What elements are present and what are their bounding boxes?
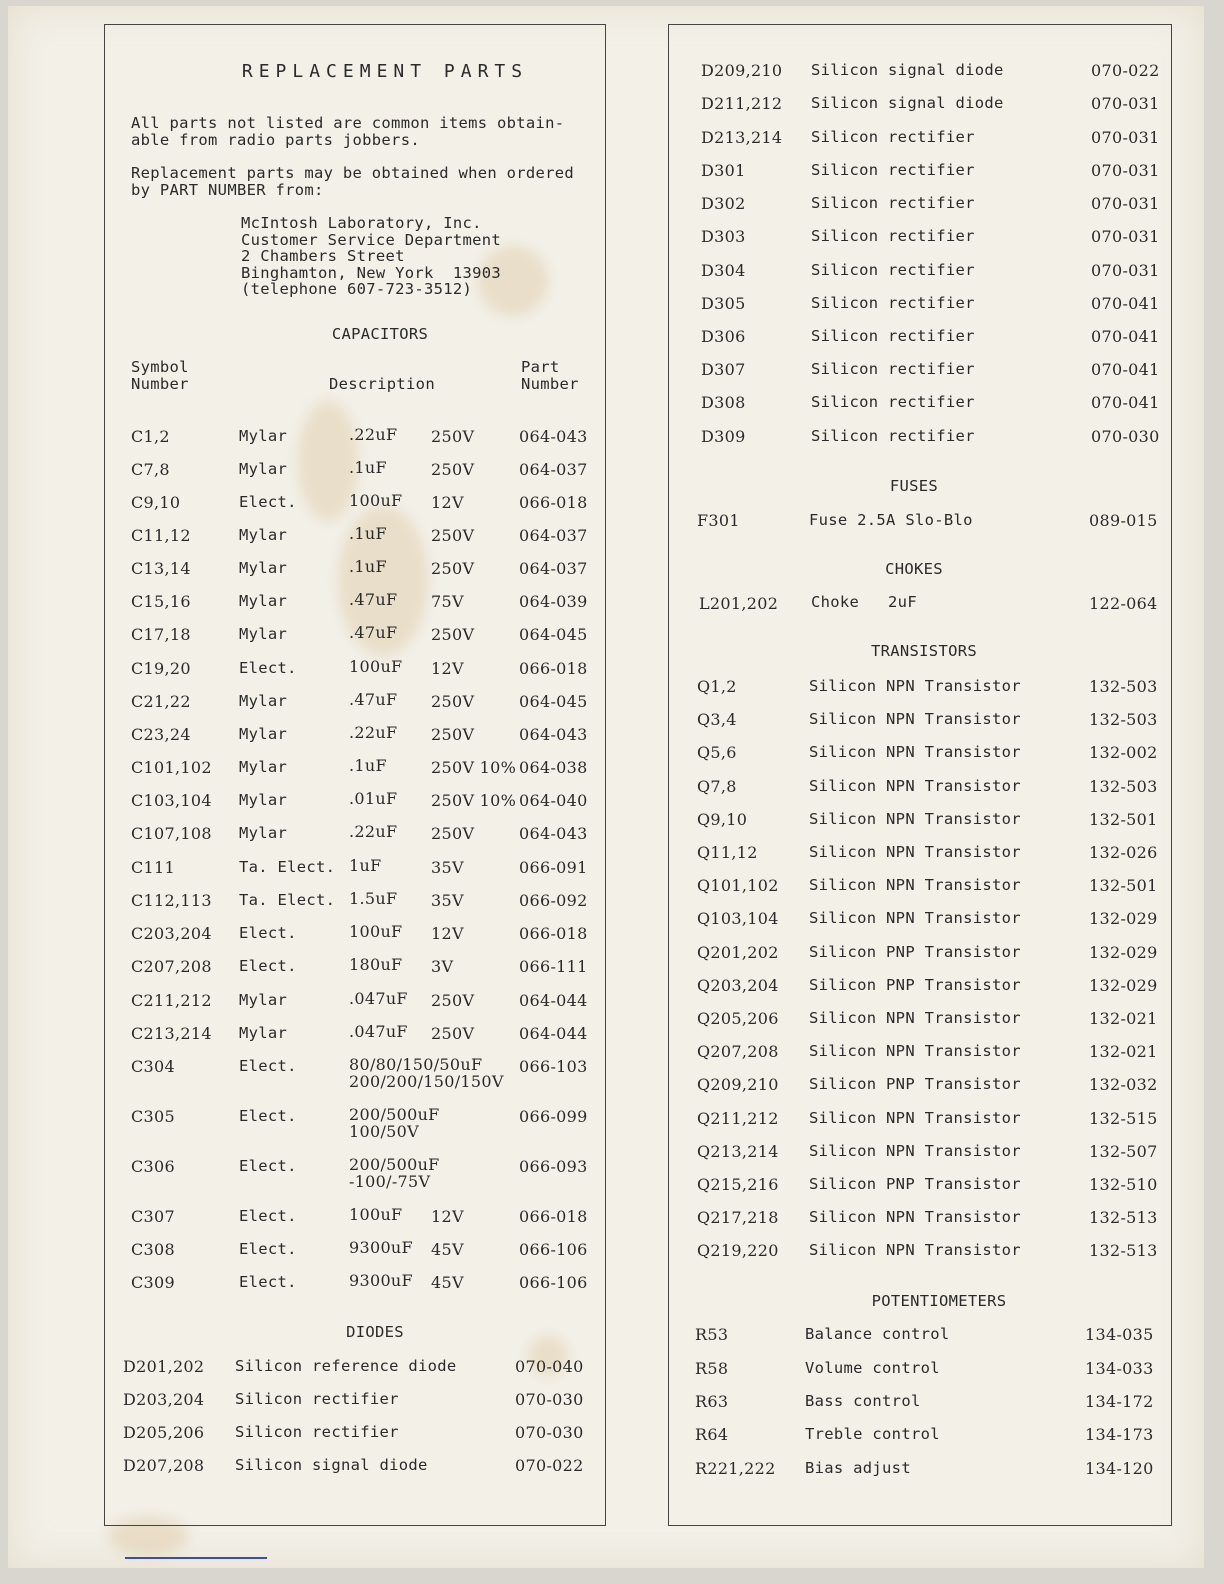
capacitor-voltage: 250V xyxy=(431,1024,475,1043)
capacitor-symbol: C23,24 xyxy=(131,725,191,744)
transistor-symbol: Q101,102 xyxy=(697,876,779,895)
diode-part-number: 070-041 xyxy=(1091,360,1160,379)
diode-part-number: 070-030 xyxy=(515,1423,584,1442)
capacitor-type: Elect. xyxy=(239,493,297,511)
transistor-part-number: 132-029 xyxy=(1089,909,1158,928)
diode-part-number: 070-031 xyxy=(1091,194,1160,213)
capacitor-voltage: 250V xyxy=(431,725,475,744)
diode-part-number: 070-041 xyxy=(1091,294,1160,313)
capacitor-value: 9300uF xyxy=(349,1238,413,1257)
capacitor-voltage: 250V xyxy=(431,460,475,479)
capacitor-value: 200/500uF 100/50V xyxy=(349,1105,440,1141)
transistor-symbol: Q201,202 xyxy=(697,943,779,962)
capacitor-value: 100uF xyxy=(349,922,403,941)
capacitor-symbol: C101,102 xyxy=(131,758,212,777)
diode-part-number: 070-031 xyxy=(1091,261,1160,280)
col-header-description: Description xyxy=(329,375,435,393)
diode-symbol: D307 xyxy=(701,360,746,379)
fuse-description: Fuse 2.5A Slo-Blo xyxy=(809,511,973,529)
capacitor-type: Elect. xyxy=(239,659,297,677)
capacitor-value: 180uF xyxy=(349,955,403,974)
diode-part-number: 070-030 xyxy=(515,1390,584,1409)
transistor-part-number: 132-026 xyxy=(1089,843,1158,862)
diode-description: Silicon rectifier xyxy=(811,360,975,378)
diode-description: Silicon rectifier xyxy=(811,294,975,312)
capacitor-symbol: C305 xyxy=(131,1107,175,1126)
diode-description: Silicon reference diode xyxy=(235,1357,457,1375)
page-title: REPLACEMENT PARTS xyxy=(241,61,529,82)
transistor-description: Silicon NPN Transistor xyxy=(809,810,1021,828)
capacitor-voltage: 12V xyxy=(431,924,464,943)
transistor-description: Silicon NPN Transistor xyxy=(809,876,1021,894)
potentiometer-description: Volume control xyxy=(805,1359,940,1377)
capacitor-part-number: 064-044 xyxy=(519,1024,588,1043)
capacitor-part-number: 064-040 xyxy=(519,791,588,810)
capacitor-type: Elect. xyxy=(239,1057,297,1075)
choke-part-number: 122-064 xyxy=(1089,594,1158,613)
transistor-part-number: 132-501 xyxy=(1089,810,1158,829)
diode-symbol: D304 xyxy=(701,261,746,280)
capacitor-voltage: 250V xyxy=(431,824,475,843)
capacitor-value: 100uF xyxy=(349,491,403,510)
capacitor-value: .047uF xyxy=(349,1022,408,1041)
transistor-description: Silicon NPN Transistor xyxy=(809,1009,1021,1027)
capacitor-voltage: 250V xyxy=(431,991,475,1010)
potentiometer-part-number: 134-120 xyxy=(1085,1459,1154,1478)
diode-symbol: D207,208 xyxy=(123,1456,205,1475)
transistor-part-number: 132-029 xyxy=(1089,976,1158,995)
diode-description: Silicon rectifier xyxy=(811,227,975,245)
transistor-part-number: 132-021 xyxy=(1089,1009,1158,1028)
diode-part-number: 070-040 xyxy=(515,1357,584,1376)
capacitor-symbol: C207,208 xyxy=(131,957,212,976)
capacitor-value: .1uF xyxy=(349,557,387,576)
capacitor-part-number: 066-018 xyxy=(519,1207,588,1226)
transistor-part-number: 132-032 xyxy=(1089,1075,1158,1094)
transistor-description: Silicon NPN Transistor xyxy=(809,1241,1021,1259)
potentiometer-description: Bias adjust xyxy=(805,1459,911,1477)
potentiometer-part-number: 134-172 xyxy=(1085,1392,1154,1411)
capacitor-part-number: 066-106 xyxy=(519,1273,588,1292)
capacitor-symbol: C111 xyxy=(131,858,175,877)
transistor-description: Silicon NPN Transistor xyxy=(809,743,1021,761)
diode-symbol: D309 xyxy=(701,427,746,446)
transistor-description: Silicon PNP Transistor xyxy=(809,943,1021,961)
capacitor-voltage: 45V xyxy=(431,1273,464,1292)
capacitor-voltage: 12V xyxy=(431,493,464,512)
capacitor-type: Ta. Elect. xyxy=(239,858,336,876)
capacitor-value: .01uF xyxy=(349,789,398,808)
transistor-part-number: 132-513 xyxy=(1089,1208,1158,1227)
capacitor-type: Elect. xyxy=(239,1107,297,1125)
capacitor-voltage: 250V 10% xyxy=(431,791,517,810)
capacitor-part-number: 064-039 xyxy=(519,592,588,611)
transistor-symbol: Q211,212 xyxy=(697,1109,779,1128)
diode-description: Silicon rectifier xyxy=(811,161,975,179)
capacitor-voltage: 250V xyxy=(431,559,475,578)
transistor-description: Silicon PNP Transistor xyxy=(809,976,1021,994)
transistor-description: Silicon NPN Transistor xyxy=(809,1208,1021,1226)
capacitor-symbol: C15,16 xyxy=(131,592,191,611)
capacitor-part-number: 064-037 xyxy=(519,526,588,545)
capacitor-symbol: C203,204 xyxy=(131,924,212,943)
capacitor-value: .47uF xyxy=(349,623,398,642)
intro-text: All parts not listed are common items obtain- able from radio parts jobbers. xyxy=(131,114,565,149)
capacitor-part-number: 066-093 xyxy=(519,1157,588,1176)
diode-part-number: 070-022 xyxy=(515,1456,584,1475)
capacitor-value: .22uF xyxy=(349,723,398,742)
transistor-description: Silicon NPN Transistor xyxy=(809,1042,1021,1060)
capacitor-voltage: 250V 10% xyxy=(431,758,517,777)
potentiometer-description: Balance control xyxy=(805,1325,950,1343)
diode-part-number: 070-041 xyxy=(1091,327,1160,346)
capacitor-symbol: C306 xyxy=(131,1157,175,1176)
transistor-symbol: Q217,218 xyxy=(697,1208,779,1227)
potentiometer-symbol: R221,222 xyxy=(695,1459,776,1478)
capacitor-value: .22uF xyxy=(349,822,398,841)
capacitor-part-number: 066-092 xyxy=(519,891,588,910)
capacitor-type: Elect. xyxy=(239,957,297,975)
diode-description: Silicon rectifier xyxy=(235,1390,399,1408)
capacitor-symbol: C17,18 xyxy=(131,625,191,644)
transistor-part-number: 132-510 xyxy=(1089,1175,1158,1194)
fuse-symbol: F301 xyxy=(697,511,740,530)
capacitor-type: Mylar xyxy=(239,758,288,776)
transistor-symbol: Q207,208 xyxy=(697,1042,779,1061)
capacitor-type: Elect. xyxy=(239,1207,297,1225)
capacitor-value: 9300uF xyxy=(349,1271,413,1290)
capacitor-value: .22uF xyxy=(349,425,398,444)
diode-description: Silicon rectifier xyxy=(811,393,975,411)
transistor-symbol: Q3,4 xyxy=(697,710,737,729)
potentiometer-part-number: 134-035 xyxy=(1085,1325,1154,1344)
capacitor-type: Mylar xyxy=(239,592,288,610)
potentiometer-symbol: R58 xyxy=(695,1359,729,1378)
section-heading-transistors: TRANSISTORS xyxy=(871,642,977,660)
diode-part-number: 070-031 xyxy=(1091,161,1160,180)
capacitor-value: 1.5uF xyxy=(349,889,398,908)
transistor-description: Silicon NPN Transistor xyxy=(809,1142,1021,1160)
capacitor-value: .047uF xyxy=(349,989,408,1008)
capacitor-symbol: C304 xyxy=(131,1057,175,1076)
section-heading-capacitors: CAPACITORS xyxy=(331,325,429,343)
capacitor-value: 1uF xyxy=(349,856,382,875)
capacitor-type: Ta. Elect. xyxy=(239,891,336,909)
transistor-symbol: Q219,220 xyxy=(697,1241,779,1260)
capacitor-value: 200/500uF -100/-75V xyxy=(349,1155,440,1191)
transistor-symbol: Q9,10 xyxy=(697,810,748,829)
capacitor-voltage: 12V xyxy=(431,659,464,678)
capacitor-part-number: 066-018 xyxy=(519,493,588,512)
capacitor-type: Mylar xyxy=(239,526,288,544)
transistor-description: Silicon NPN Transistor xyxy=(809,843,1021,861)
section-heading-potentiometers: POTENTIOMETERS xyxy=(871,1292,1007,1310)
transistor-symbol: Q7,8 xyxy=(697,777,737,796)
capacitor-value: .1uF xyxy=(349,756,387,775)
capacitor-type: Mylar xyxy=(239,625,288,643)
diode-part-number: 070-031 xyxy=(1091,94,1160,113)
potentiometer-symbol: R64 xyxy=(695,1425,729,1444)
capacitor-symbol: C7,8 xyxy=(131,460,170,479)
capacitor-type: Elect. xyxy=(239,1157,297,1175)
capacitor-symbol: C213,214 xyxy=(131,1024,212,1043)
diode-symbol: D213,214 xyxy=(701,128,783,147)
capacitor-part-number: 066-018 xyxy=(519,659,588,678)
capacitor-voltage: 250V xyxy=(431,692,475,711)
potentiometer-symbol: R53 xyxy=(695,1325,729,1344)
transistor-part-number: 132-503 xyxy=(1089,677,1158,696)
transistor-symbol: Q5,6 xyxy=(697,743,737,762)
diode-symbol: D211,212 xyxy=(701,94,783,113)
diode-symbol: D308 xyxy=(701,393,746,412)
transistor-description: Silicon NPN Transistor xyxy=(809,909,1021,927)
diode-symbol: D305 xyxy=(701,294,746,313)
capacitor-symbol: C9,10 xyxy=(131,493,181,512)
diode-part-number: 070-031 xyxy=(1091,227,1160,246)
diode-symbol: D203,204 xyxy=(123,1390,205,1409)
transistor-part-number: 132-513 xyxy=(1089,1241,1158,1260)
capacitor-symbol: C21,22 xyxy=(131,692,191,711)
diode-symbol: D209,210 xyxy=(701,61,783,80)
capacitor-value: .1uF xyxy=(349,458,387,477)
capacitor-symbol: C307 xyxy=(131,1207,175,1226)
capacitor-part-number: 066-018 xyxy=(519,924,588,943)
transistor-symbol: Q103,104 xyxy=(697,909,779,928)
capacitor-type: Mylar xyxy=(239,559,288,577)
diode-symbol: D302 xyxy=(701,194,746,213)
capacitor-part-number: 066-106 xyxy=(519,1240,588,1259)
diode-symbol: D306 xyxy=(701,327,746,346)
potentiometer-description: Treble control xyxy=(805,1425,940,1443)
diode-description: Silicon rectifier xyxy=(811,427,975,445)
left-column-panel xyxy=(104,24,606,1526)
capacitor-part-number: 064-037 xyxy=(519,559,588,578)
transistor-part-number: 132-515 xyxy=(1089,1109,1158,1128)
potentiometer-description: Bass control xyxy=(805,1392,921,1410)
transistor-symbol: Q205,206 xyxy=(697,1009,779,1028)
transistor-part-number: 132-503 xyxy=(1089,710,1158,729)
transistor-symbol: Q215,216 xyxy=(697,1175,779,1194)
potentiometer-part-number: 134-033 xyxy=(1085,1359,1154,1378)
capacitor-symbol: C19,20 xyxy=(131,659,191,678)
transistor-description: Silicon NPN Transistor xyxy=(809,777,1021,795)
diode-part-number: 070-031 xyxy=(1091,128,1160,147)
capacitor-part-number: 064-044 xyxy=(519,991,588,1010)
potentiometer-part-number: 134-173 xyxy=(1085,1425,1154,1444)
capacitor-symbol: C211,212 xyxy=(131,991,212,1010)
capacitor-part-number: 066-091 xyxy=(519,858,588,877)
transistor-description: Silicon NPN Transistor xyxy=(809,1109,1021,1127)
capacitor-voltage: 250V xyxy=(431,625,475,644)
transistor-symbol: Q209,210 xyxy=(697,1075,779,1094)
capacitor-symbol: C1,2 xyxy=(131,427,170,446)
capacitor-symbol: C112,113 xyxy=(131,891,212,910)
capacitor-type: Mylar xyxy=(239,692,288,710)
capacitor-type: Elect. xyxy=(239,1240,297,1258)
section-heading-chokes: CHOKES xyxy=(885,560,943,578)
capacitor-value: 100uF xyxy=(349,657,403,676)
transistor-symbol: Q213,214 xyxy=(697,1142,779,1161)
section-heading-fuses: FUSES xyxy=(889,477,939,495)
diode-description: Silicon rectifier xyxy=(235,1423,399,1441)
capacitor-part-number: 064-038 xyxy=(519,758,588,777)
capacitor-voltage: 75V xyxy=(431,592,464,611)
capacitor-voltage: 35V xyxy=(431,858,464,877)
capacitor-voltage: 3V xyxy=(431,957,454,976)
fuse-part-number: 089-015 xyxy=(1089,511,1158,530)
capacitor-value: .47uF xyxy=(349,590,398,609)
diode-symbol: D303 xyxy=(701,227,746,246)
transistor-description: Silicon PNP Transistor xyxy=(809,1075,1021,1093)
address-block: McIntosh Laboratory, Inc. Customer Service Department 2 Chambers Street Binghamton, New York 13903 (telephone 607-723-3512) xyxy=(241,214,502,298)
capacitor-symbol: C309 xyxy=(131,1273,175,1292)
diode-description: Silicon rectifier xyxy=(811,128,975,146)
capacitor-symbol: C107,108 xyxy=(131,824,212,843)
capacitor-type: Mylar xyxy=(239,725,288,743)
ordering-text: Replacement parts may be obtained when ordered by PART NUMBER from: xyxy=(131,164,575,199)
capacitor-part-number: 064-043 xyxy=(519,427,588,446)
choke-description: Choke 2uF xyxy=(811,593,917,611)
capacitor-symbol: C13,14 xyxy=(131,559,191,578)
section-heading-diodes: DIODES xyxy=(346,1323,404,1341)
capacitor-part-number: 064-037 xyxy=(519,460,588,479)
diode-description: Silicon rectifier xyxy=(811,194,975,212)
capacitor-value: .1uF xyxy=(349,524,387,543)
col-header-symbol: Symbol Number xyxy=(131,358,189,393)
capacitor-part-number: 066-111 xyxy=(519,957,588,976)
diode-symbol: D201,202 xyxy=(123,1357,205,1376)
transistor-part-number: 132-029 xyxy=(1089,943,1158,962)
diode-description: Silicon signal diode xyxy=(811,94,1004,112)
capacitor-part-number: 066-099 xyxy=(519,1107,588,1126)
transistor-part-number: 132-002 xyxy=(1089,743,1158,762)
transistor-part-number: 132-021 xyxy=(1089,1042,1158,1061)
capacitor-voltage: 250V xyxy=(431,427,475,446)
diode-part-number: 070-041 xyxy=(1091,393,1160,412)
transistor-description: Silicon PNP Transistor xyxy=(809,1175,1021,1193)
potentiometer-symbol: R63 xyxy=(695,1392,729,1411)
diode-description: Silicon signal diode xyxy=(235,1456,428,1474)
capacitor-type: Elect. xyxy=(239,1273,297,1291)
capacitor-symbol: C308 xyxy=(131,1240,175,1259)
choke-symbol: L201,202 xyxy=(699,594,779,613)
capacitor-symbol: C11,12 xyxy=(131,526,191,545)
transistor-symbol: Q203,204 xyxy=(697,976,779,995)
capacitor-type: Elect. xyxy=(239,924,297,942)
capacitor-type: Mylar xyxy=(239,791,288,809)
capacitor-type: Mylar xyxy=(239,991,288,1009)
capacitor-voltage: 250V xyxy=(431,526,475,545)
diode-symbol: D205,206 xyxy=(123,1423,205,1442)
capacitor-part-number: 064-043 xyxy=(519,725,588,744)
capacitor-part-number: 064-045 xyxy=(519,625,588,644)
capacitor-part-number: 064-043 xyxy=(519,824,588,843)
capacitor-value: 100uF xyxy=(349,1205,403,1224)
col-header-part: Part Number xyxy=(521,358,579,393)
transistor-part-number: 132-507 xyxy=(1089,1142,1158,1161)
transistor-symbol: Q11,12 xyxy=(697,843,758,862)
transistor-part-number: 132-503 xyxy=(1089,777,1158,796)
diode-description: Silicon signal diode xyxy=(811,61,1004,79)
diode-part-number: 070-022 xyxy=(1091,61,1160,80)
capacitor-value: .47uF xyxy=(349,690,398,709)
right-column-panel xyxy=(668,24,1172,1526)
capacitor-type: Mylar xyxy=(239,460,288,478)
transistor-symbol: Q1,2 xyxy=(697,677,737,696)
bottom-rule xyxy=(125,1557,267,1559)
capacitor-type: Mylar xyxy=(239,427,288,445)
capacitor-value: 80/80/150/50uF 200/200/150/150V xyxy=(349,1055,504,1091)
capacitor-voltage: 12V xyxy=(431,1207,464,1226)
capacitor-part-number: 064-045 xyxy=(519,692,588,711)
diode-symbol: D301 xyxy=(701,161,746,180)
capacitor-type: Mylar xyxy=(239,824,288,842)
diode-description: Silicon rectifier xyxy=(811,327,975,345)
capacitor-symbol: C103,104 xyxy=(131,791,212,810)
diode-part-number: 070-030 xyxy=(1091,427,1160,446)
document-page xyxy=(8,6,1204,1568)
transistor-description: Silicon NPN Transistor xyxy=(809,677,1021,695)
transistor-description: Silicon NPN Transistor xyxy=(809,710,1021,728)
capacitor-type: Mylar xyxy=(239,1024,288,1042)
capacitor-voltage: 35V xyxy=(431,891,464,910)
diode-description: Silicon rectifier xyxy=(811,261,975,279)
transistor-part-number: 132-501 xyxy=(1089,876,1158,895)
capacitor-voltage: 45V xyxy=(431,1240,464,1259)
capacitor-part-number: 066-103 xyxy=(519,1057,588,1076)
